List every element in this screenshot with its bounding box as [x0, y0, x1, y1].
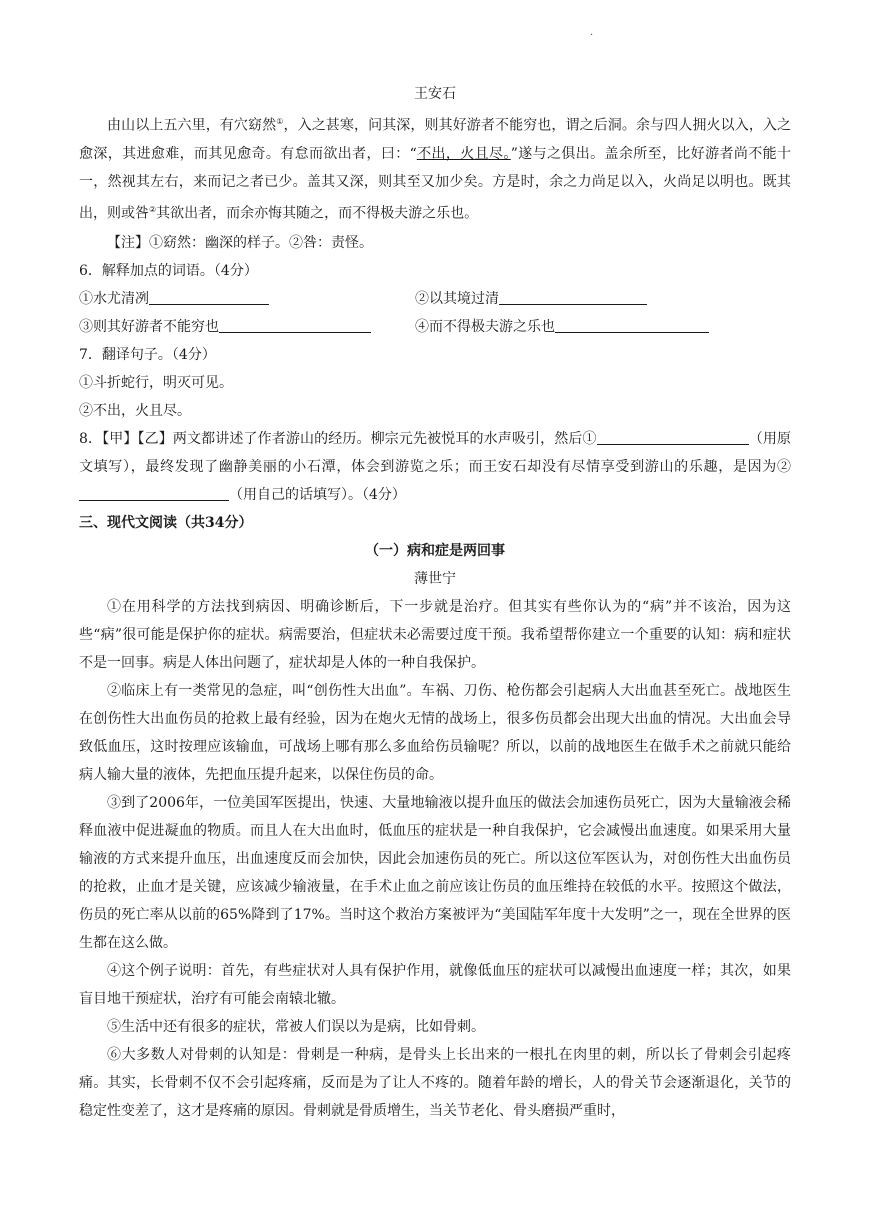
q6-item-3: ③则其好游者不能穷也	[79, 319, 219, 336]
article-paragraph: ⑥大多数人对骨刺的认知是：骨刺是一种病，是骨头上长出来的一根扎在肉里的刺，所以长了骨刺会引起疼痛。其实，长骨刺不仅不会引起疼痛，反而是为了让人不疼的。随着年龄的增长，人的骨关节会逐渐退化，关节的稳定性变差了，这才是疼痛的原因。骨刺就是骨质增生，当关节老化、骨头磨损严重时，	[79, 1047, 791, 1120]
question-7-prompt: 7．翻译句子。（4分）	[79, 347, 216, 364]
passage-paragraph: 由山以上五六里，有穴窈然①，入之甚寒，问其深，则其好游者不能穷也，谓之后洞。余与四人拥火以入，入之愈深，其进愈难，而其见愈奇。有怠而欲出者，曰：“不出，火且尽。”遂与之俱出。盖余所至，比好游者尚不能十一，然视其左右，来而记之者已少。盖其又深，则其至又加少矣。方是时，余之力尚足以入，火尚足以明也。既其出，则或咎②其欲出者，而余亦悔其随之，而不得极夫游之乐也。	[79, 117, 792, 222]
classical-passage	[79, 80, 791, 1125]
article-paragraph: ①在用科学的方法找到病因、明确诊断后，下一步就是治疗。但其实有些你认为的“病”并不该治，因为这些“病”很可能是保护你的症状。病需要治，但症状未必需要过度干预。我希望帮你建立一个重要的认知：病和症状不是一回事。病是人体出问题了，症状却是人体的一种自我保护。	[79, 599, 791, 672]
page-marker: ·	[590, 30, 594, 41]
q7-item-1: ①斗折蛇行，明灭可见。	[79, 375, 233, 392]
q6-item-1: ①水尤清冽	[79, 291, 149, 308]
question-6-row	[79, 285, 791, 313]
passage-note: 【注】①窈然：幽深的样子。②咎：责怪。	[107, 235, 373, 252]
question-8: 8．【甲】【乙】两文都讲述了作者游山的经历。柳宗元先被悦耳的水声吸引，然后① （用原文填写），最终发现了幽静美丽的小石潭，体会到游览之乐；而王安石却没有尽情享受到游山的乐趣，是因为②（用自己的话填写）。（4分）	[79, 425, 791, 509]
article-author: 薄世宁	[414, 571, 456, 588]
answer-blank[interactable]	[219, 316, 371, 333]
article-paragraph: ④这个例子说明：首先，有些症状对人具有保护作用，就像低血压的症状可以减慢出血速度一样；其次，如果盲目地干预症状，治疗有可能会南辕北辙。	[79, 963, 791, 1008]
section-heading: 三、现代文阅读（共34分）	[79, 515, 253, 532]
footnote-mark: ②	[149, 204, 157, 214]
article-paragraph: ③到了2006年，一位美国军医提出，快速、大量地输液以提升血压的做法会加速伤员死亡，因为大量输液会稀释血液中促进凝血的物质。而且人在大出血时，低血压的症状是一种自我保护，它会减慢出血速度。如果采用大量输液的方式来提升血压，出血速度反而会加快，因此会加速伤员的死亡。所以这位军医认为，对创伤性大出血伤员的抢救，止血才是关键，应该减少输液量，在手术止血之前应该让伤员的血压维持在较低的水平。按照这个做法，伤员的死亡率从以前的65%降到了17%。当时这个救治方案被评为“美国陆军年度十大发明”之一，现在全世界的医生都在这么做。	[79, 795, 791, 952]
answer-blank[interactable]	[555, 316, 709, 333]
footnote-mark: ①	[276, 117, 284, 126]
passage-author: 王安石	[414, 86, 456, 102]
article-title: （一）病和症是两回事	[365, 543, 505, 560]
article-paragraph: ②临床上有一类常见的急症，叫“创伤性大出血”。车祸、刀伤、枪伤都会引起病人大出血甚至死亡。战地医生在创伤性大出血伤员的抢救上最有经验，因为在炮火无情的战场上，很多伤员都会出现大出血的情况。大出血会导致低血压，这时按理应该输血，可战场上哪有那么多血给伤员输呢？所以，以前的战地医生在做手术之前就只能给病人输大量的液体，先把血压提升起来，以保住伤员的命。	[79, 683, 791, 784]
article-paragraph: ⑤生活中还有很多的症状，常被人们误以为是病，比如骨刺。	[107, 1019, 485, 1036]
question-6-row	[79, 313, 791, 341]
answer-blank[interactable]	[79, 484, 229, 501]
question-6-prompt: 6．解释加点的词语。（4分）	[79, 263, 258, 280]
q6-item-4: ④而不得极夫游之乐也	[415, 319, 555, 336]
answer-blank[interactable]	[149, 288, 269, 305]
q7-item-2: ②不出，火且尽。	[79, 403, 191, 420]
answer-blank[interactable]	[499, 288, 647, 305]
q6-item-2: ②以其境过清	[415, 291, 499, 308]
underlined-quote: 不出，火且尽。	[416, 145, 511, 162]
answer-blank[interactable]	[597, 428, 749, 445]
